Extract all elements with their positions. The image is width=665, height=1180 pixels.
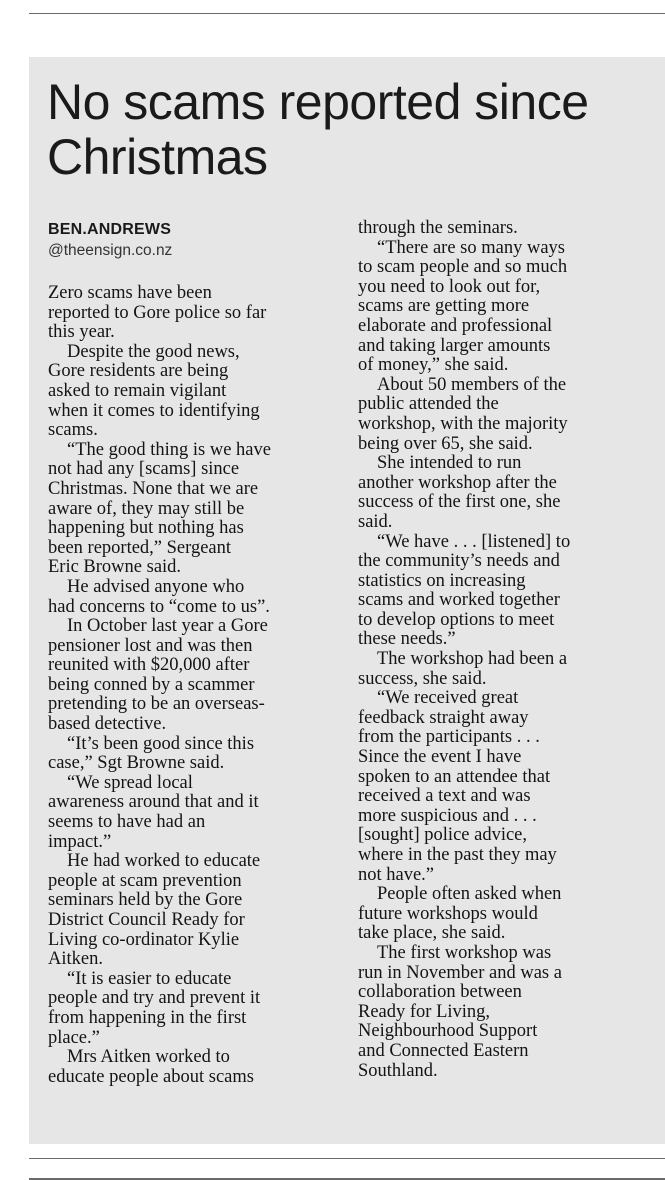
body-line: Mrs Aitken worked to bbox=[67, 1047, 230, 1068]
body-line: seminars held by the Gore bbox=[48, 890, 243, 911]
body-line: She intended to run bbox=[377, 453, 522, 474]
body-line: scams are getting more bbox=[358, 296, 530, 317]
body-line: “It is easier to educate bbox=[67, 968, 232, 989]
body-line: awareness around that and it bbox=[48, 792, 259, 813]
body-line: Aitken. bbox=[48, 949, 103, 970]
body-line: and taking larger amounts bbox=[358, 335, 551, 356]
body-line: asked to remain vigilant bbox=[48, 380, 227, 401]
body-line: Gore residents are being bbox=[48, 361, 229, 382]
body-line: more suspicious and . . . bbox=[358, 805, 537, 826]
body-line: He advised anyone who bbox=[67, 576, 245, 597]
body-line: “The good thing is we have bbox=[67, 439, 271, 460]
article-panel bbox=[29, 57, 665, 1144]
body-line: workshop, with the majority bbox=[358, 413, 568, 434]
bottom-rule bbox=[29, 1158, 665, 1159]
body-line: The first workshop was bbox=[377, 942, 552, 963]
body-line: not have.” bbox=[358, 864, 435, 885]
body-line: impact.” bbox=[48, 831, 112, 852]
body-line: through the seminars. bbox=[358, 218, 518, 238]
body-line: case,” Sgt Browne said. bbox=[48, 753, 225, 774]
body-line: received a text and was bbox=[358, 786, 531, 807]
body-line: The workshop had been a bbox=[377, 649, 568, 670]
byline-author: BEN.ANDREWS bbox=[48, 221, 172, 238]
body-column-1 bbox=[48, 284, 348, 1087]
body-line: of money,” she said. bbox=[358, 355, 509, 376]
body-line: reunited with $20,000 after bbox=[48, 655, 250, 676]
body-line: pensioner lost and was then bbox=[48, 635, 253, 656]
body-line: been reported,” Sergeant bbox=[48, 537, 232, 558]
body-line: feedback straight away bbox=[358, 707, 529, 728]
body-line: Christmas. None that we are bbox=[48, 478, 259, 499]
body-line: from happening in the first bbox=[48, 1007, 247, 1028]
body-line: being conned by a scammer bbox=[48, 674, 255, 695]
top-rule bbox=[29, 13, 665, 14]
body-line: not had any [scams] since bbox=[48, 459, 240, 480]
body-line: educate people about scams bbox=[48, 1066, 254, 1087]
body-line: Southland. bbox=[358, 1060, 438, 1081]
body-line: said. bbox=[358, 511, 393, 532]
body-line: to develop options to meet bbox=[358, 609, 555, 630]
body-line: scams and worked together bbox=[358, 590, 560, 611]
body-line: success of the first one, she bbox=[358, 492, 561, 513]
body-line: Living co-ordinator Kylie bbox=[48, 929, 240, 950]
body-line: happening but nothing has bbox=[48, 518, 244, 539]
body-line: Eric Browne said. bbox=[48, 557, 182, 578]
body-line: District Council Ready for bbox=[48, 910, 245, 930]
body-line: take place, she said. bbox=[358, 923, 506, 944]
body-line: scams. bbox=[48, 420, 98, 441]
body-line: when it comes to identifying bbox=[48, 400, 260, 421]
body-line: “There are so many ways bbox=[377, 237, 565, 258]
byline-email: @theensign.co.nz bbox=[48, 242, 173, 259]
body-line: people and try and prevent it bbox=[48, 988, 261, 1009]
body-line: pretending to be an overseas- bbox=[48, 694, 265, 715]
body-line: reported to Gore police so far bbox=[48, 302, 267, 323]
body-line: public attended the bbox=[358, 394, 499, 415]
body-line: place.” bbox=[48, 1027, 100, 1048]
body-line: run in November and was a bbox=[358, 962, 562, 983]
body-line: statistics on increasing bbox=[358, 570, 526, 591]
body-line: He had worked to educate bbox=[67, 851, 261, 872]
body-line: [sought] police advice, bbox=[358, 825, 528, 846]
body-line: the community’s needs and bbox=[358, 551, 560, 572]
body-line: About 50 members of the bbox=[377, 374, 567, 395]
body-line: seems to have had an bbox=[48, 812, 206, 833]
body-line: In October last year a Gore bbox=[67, 616, 268, 637]
body-line: Zero scams have been bbox=[48, 283, 212, 303]
body-line: being over 65, she said. bbox=[358, 433, 533, 454]
body-line: from the participants . . . bbox=[358, 727, 540, 748]
body-line: you need to look out for, bbox=[358, 276, 541, 297]
body-line: and Connected Eastern bbox=[358, 1040, 529, 1061]
headline: No scams reported since Christmas bbox=[47, 74, 589, 185]
body-line: aware of, they may still be bbox=[48, 498, 245, 519]
body-line: future workshops would bbox=[358, 903, 538, 924]
body-line: elaborate and professional bbox=[358, 315, 553, 336]
body-line: where in the past they may bbox=[358, 845, 557, 865]
body-line: Ready for Living, bbox=[358, 1001, 491, 1022]
body-line: another workshop after the bbox=[358, 472, 557, 493]
body-line: “We have . . . [listened] to bbox=[377, 531, 571, 552]
body-line: had concerns to “come to us”. bbox=[48, 596, 270, 617]
body-line: “We spread local bbox=[67, 772, 193, 793]
body-line: Neighbourhood Support bbox=[358, 1021, 538, 1042]
body-line: “We received great bbox=[377, 688, 519, 709]
body-line: these needs.” bbox=[358, 629, 456, 650]
body-line: People often asked when bbox=[377, 884, 562, 905]
body-line: Despite the good news, bbox=[67, 341, 240, 362]
body-line: to scam people and so much bbox=[358, 257, 568, 278]
body-line: success, she said. bbox=[358, 668, 487, 689]
body-line: “It’s been good since this bbox=[67, 733, 255, 754]
body-line: Since the event I have bbox=[358, 747, 522, 768]
body-line: collaboration between bbox=[358, 982, 522, 1003]
body-line: people at scam prevention bbox=[48, 870, 242, 891]
body-column-2 bbox=[358, 219, 658, 1081]
body-line: based detective. bbox=[48, 714, 167, 735]
body-line: this year. bbox=[48, 322, 115, 343]
body-line: spoken to an attendee that bbox=[358, 766, 551, 787]
